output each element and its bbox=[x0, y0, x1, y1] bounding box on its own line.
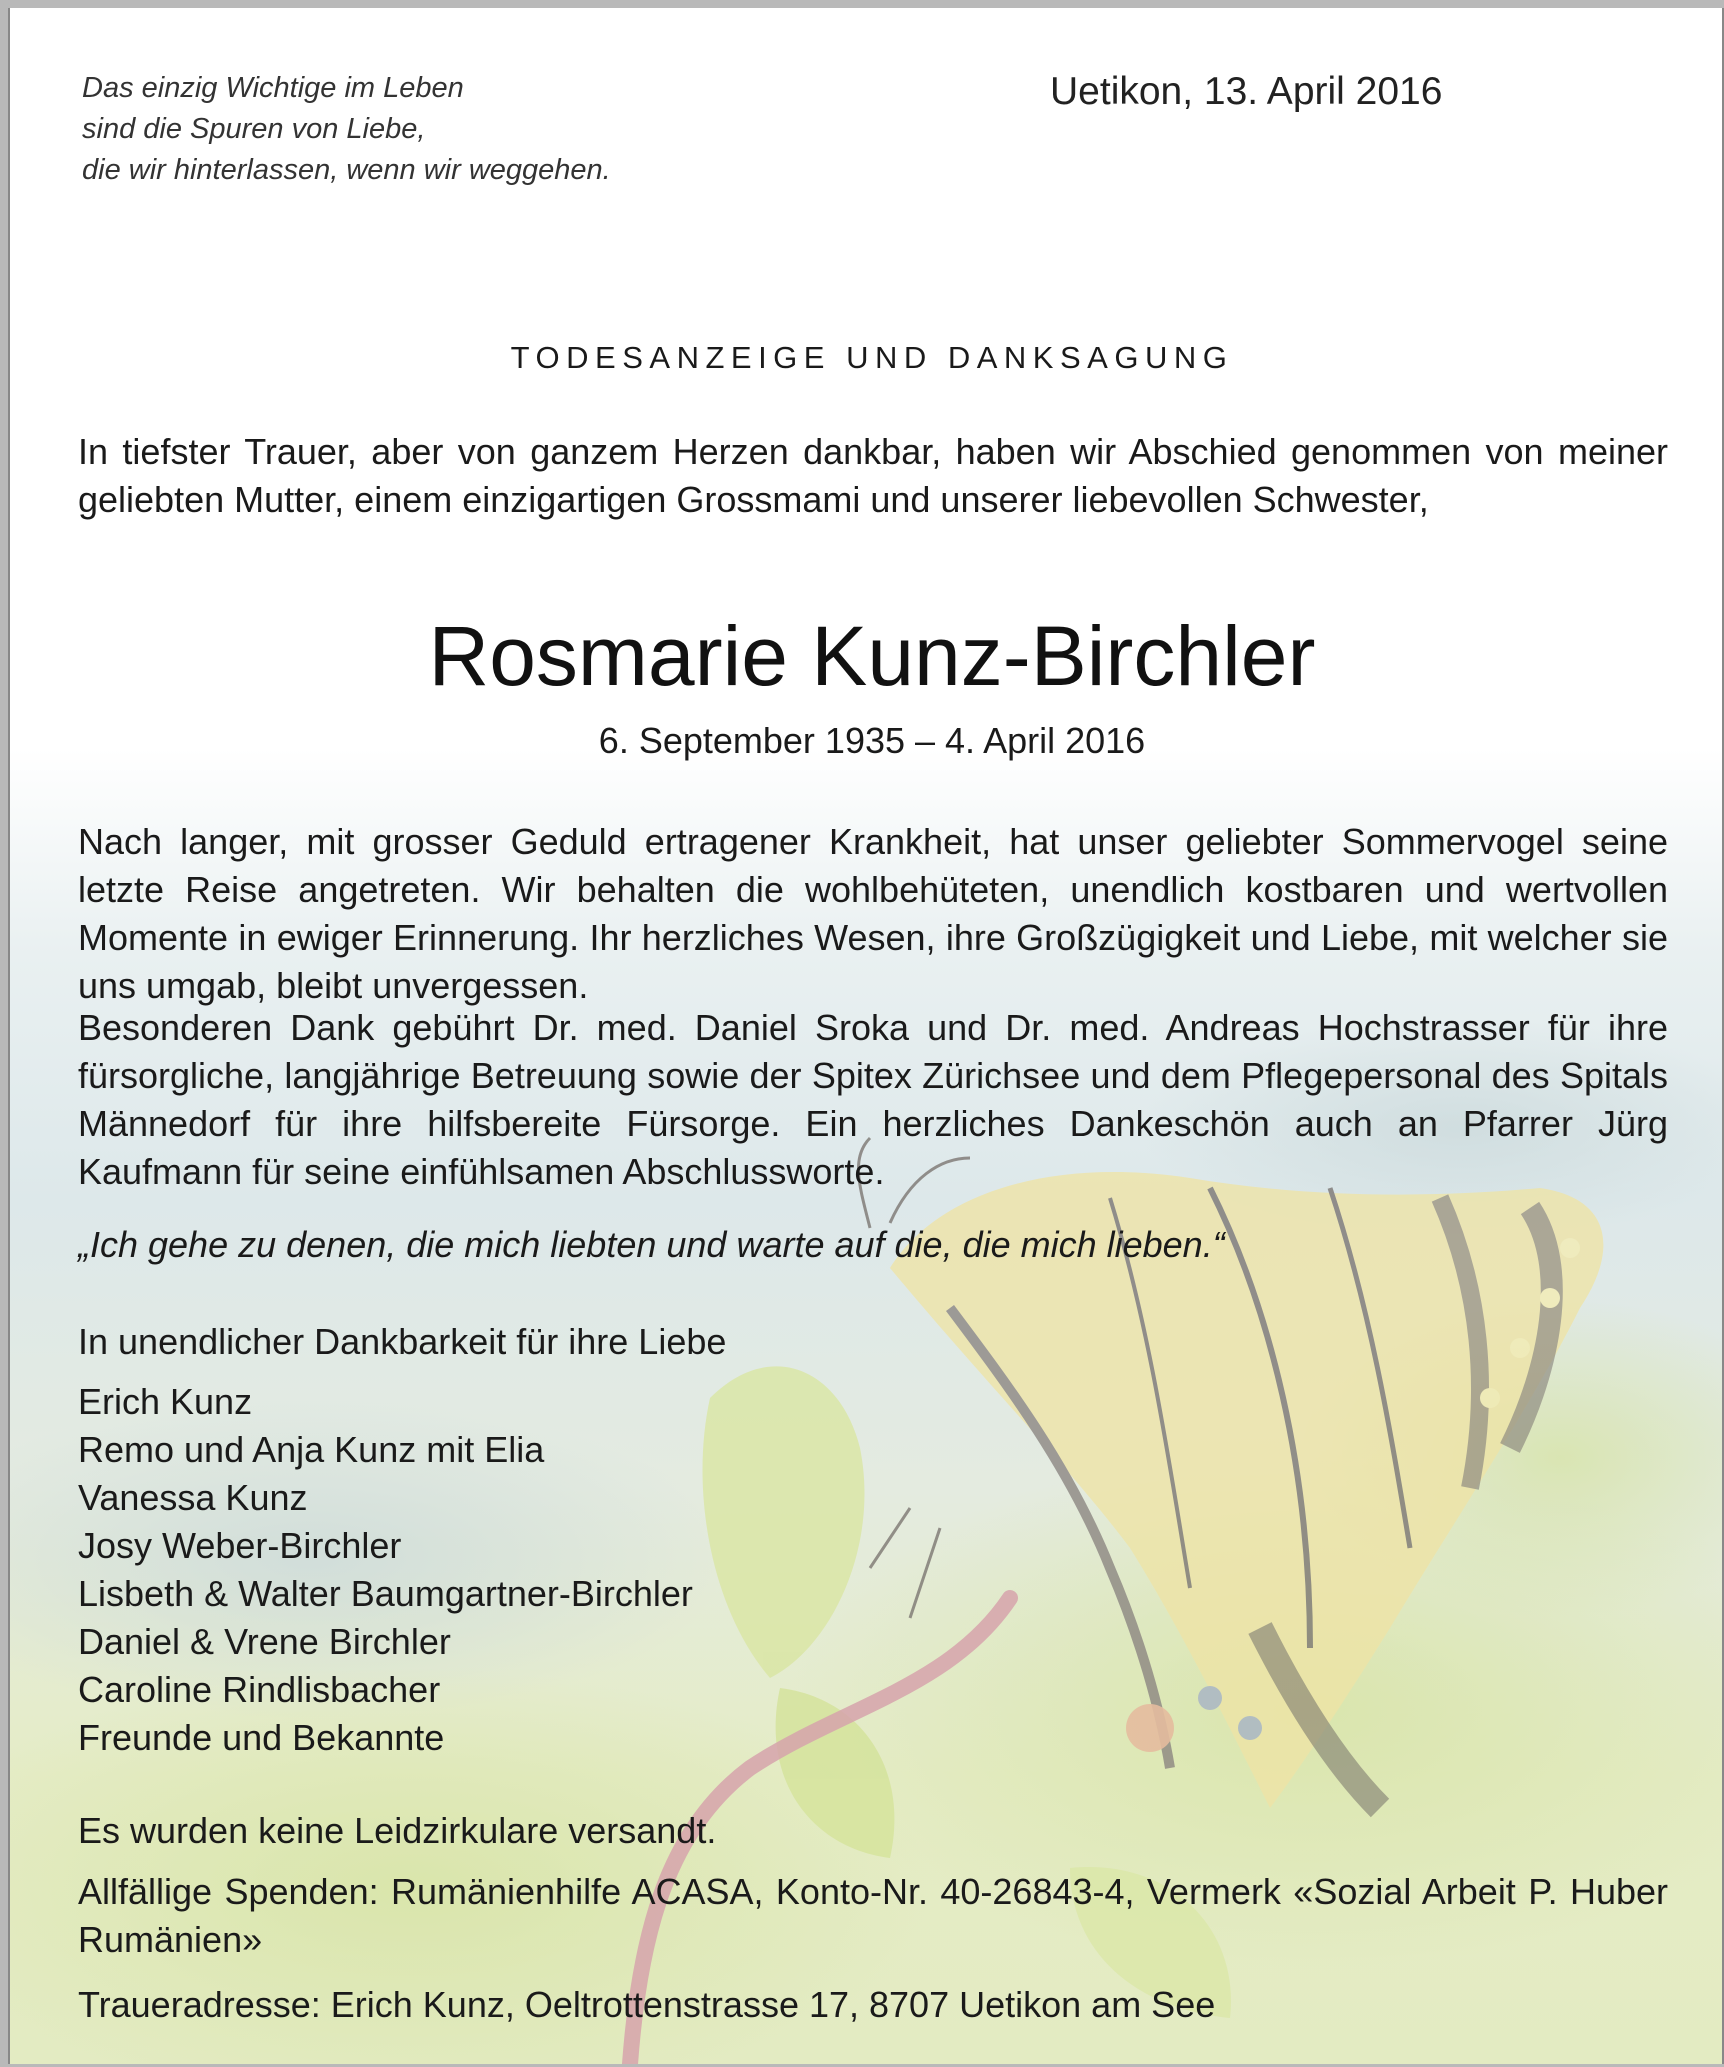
body-paragraph: Nach langer, mit grosser Geduld ertragener Krankheit, hat unser geliebter Sommervogel seine letzte Reise angetreten. Wir behalten die wohlbehüteten, unendlich kostbaren und wertvollen Momente in ewiger Erinnerung. Ihr herzliches Wesen, ihre Großzügigkeit und Liebe, mit welcher sie uns umgab, bleibt unvergessen. bbox=[78, 821, 1668, 1006]
signatory-name: Remo und Anja Kunz mit Elia bbox=[78, 1429, 545, 1470]
signatory-name: Josy Weber-Birchler bbox=[78, 1525, 402, 1566]
signatory-name: Caroline Rindlisbacher bbox=[78, 1669, 441, 1710]
intro-paragraph: In tiefster Trauer, aber von ganzem Herzen dankbar, haben wir Abschied genommen von meiner geliebten Mutter, einem einzigartigen Grossmami und unserer liebevollen Schwester, bbox=[78, 431, 1668, 520]
mourning-address: Traueradresse: Erich Kunz, Oeltrottenstrasse 17, 8707 Uetikon am See bbox=[78, 1984, 1216, 2025]
place-date: Uetikon, 13. April 2016 bbox=[1050, 70, 1443, 113]
signatory-name: Daniel & Vrene Birchler bbox=[78, 1621, 451, 1662]
signatory-name: Vanessa Kunz bbox=[78, 1477, 308, 1518]
thanks-paragraph: Besonderen Dank gebührt Dr. med. Daniel Sroka und Dr. med. Andreas Hochstrasser für ihre fürsorgliche, langjährige Betreuung sowie der Spitex Zürichsee und dem Pflegepersonal des Spitals Männedorf für ihre hilfsbereite Fürsorge. Ein herzliches Dankeschön auch an Pfarrer Jürg Kaufmann für seine einfühlsamen Abschlussworte. bbox=[78, 1007, 1668, 1192]
no-circulars-note: Es wurden keine Leidzirkulare versandt. bbox=[78, 1810, 717, 1851]
signatory-list bbox=[78, 1378, 693, 1762]
life-dates: 6. September 1935 – 4. April 2016 bbox=[598, 720, 1146, 761]
signoff-line: In unendlicher Dankbarkeit für ihre Liebe bbox=[78, 1321, 727, 1362]
obituary-notice bbox=[8, 8, 1724, 2064]
motto-quote bbox=[82, 68, 611, 191]
motto-line: sind die Spuren von Liebe, bbox=[82, 113, 426, 145]
deceased-name: Rosmarie Kunz-Birchler bbox=[428, 609, 1316, 703]
signatory-name: Lisbeth & Walter Baumgartner-Birchler bbox=[78, 1573, 693, 1614]
motto-line: die wir hinterlassen, wenn wir weggehen. bbox=[82, 154, 611, 186]
motto-line: Das einzig Wichtige im Leben bbox=[82, 72, 464, 104]
donations-note: Allfällige Spenden: Rumänienhilfe ACASA, Konto-Nr. 40-26843-4, Vermerk «Sozial Arbeit P. Huber Rumänien» bbox=[78, 1871, 1668, 1960]
notice-heading: TODESANZEIGE UND DANKSAGUNG bbox=[510, 340, 1234, 375]
farewell-quote: „Ich gehe zu denen, die mich liebten und warte auf die, die mich lieben.“ bbox=[78, 1224, 1225, 1265]
signatory-name: Erich Kunz bbox=[78, 1381, 253, 1422]
signatory-name: Freunde und Bekannte bbox=[78, 1717, 445, 1758]
